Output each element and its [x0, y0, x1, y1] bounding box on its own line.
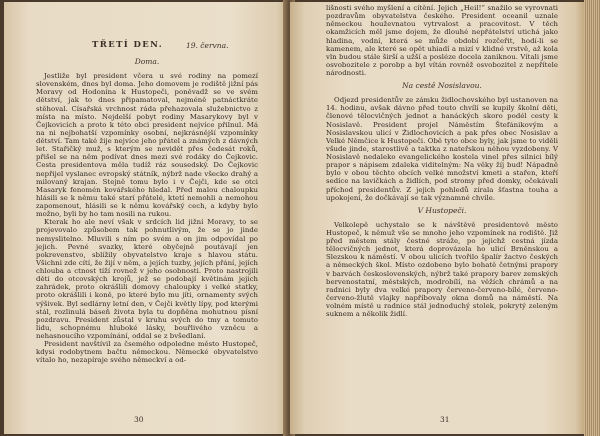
paragraph: Velkolepě uchystalo se k návštěvě presidentově město Hustopeč, k němuž vše se mnoho jeho vzpomínek na rodiště. Již před městem stály čestné stráže, po jejichž cestná jízda tělocvičných jednot, která doprovázela ho ulicí Brněnskou a Slezskou k náměstí. V obou ulicích tvořilo špalír žactvo českých a německých škol. Místo ozdobeno bylo bohatě četnými prapory v barvách československých, nýbrž také prapory barev zemských bervenostatní, městských, modrobílí, na věžích chrámů a na radnici byly dva velké prapory červeno-červeno-bílé, červeno-červeno-žlutě vlajky napříbovaly okna domů na náměstí. Na volném místě u radnice stál jednoduchý stolek, pokrytý zeleným suknem a několik židlí.: [326, 220, 558, 319]
right-page-content: [326, 4, 558, 318]
page-number-right: 31: [440, 415, 450, 424]
section-heading-hustopec: V Hustopeči.: [417, 205, 467, 215]
section-heading-doma: Doma.: [134, 57, 160, 66]
left-page: [4, 2, 288, 434]
paragraph: President navštívil za čsemého odpoledne město Hustopeč, kdysi rodobytnem bačtu německou. Německé obyvatelstvo vítalo ho, nezapíraje svého německví a od-: [36, 340, 258, 365]
day-title: TŘETÍ DEN.: [92, 40, 164, 50]
section-heading-nosislav: Na cestě Nosislavou.: [402, 81, 482, 91]
paragraph: lišnosti svého myšlení a cítění. Jejich „Heil!“ snažilo se vyrovnati pozdravům obyvatelstva českého. President oceanil uznale německou houževnatou vytrvalost a pracovitost. V těch okamžicích měl jsme dojem, že dlouhé nepřátelství utichá jako hladina, vodní, která se může období rozčeřit, hodí-li se kamenem, ale které se opět uhiadí a mizí v klidné vrstvě, až kola vln budou stále širší a užší a posléze docela zaniknou. Vítali jsme osvobozitele z porobp a byl vítán rovněž osvobozitel z nepřítele národnosti.: [326, 4, 558, 77]
paragraph: Kterak ho ale neví však v srdcích lid jižní Moravy, to se projevovalo způsobem tak pohnutlivým, že se jo jinde nemyslitelno. Mluvili s ním po svém a on jim odpovídal po jejich. Pevné svazky, které obyčejně poutávají jen pokrevenstvo, sblížily obyvatelstvo kraje s hlavou státu. Všichni zde cítí, že žijí v něm, a jejích tuzby, jejích přání, jejích chlouba a ctnost tíží rovnež v jeho osobnosti. Proto nastrojili děti do otcovských krojů, jež se podobají květinám jejich zahrádek, proto okrášlili domovy chaloupky i velké statky, proto okrášlili i koně, po které bylo mu jíti, ornamenty svých výšivek. Byl sedlárny letní den, v Čejči květly lípy, pod kterými stál, rozlinulá báseň života byla tu dopňěna mohutnou písní pozdravu. President zůstal v kruhu svých do tmy a tomuto lidu, schopnému hluboké lásky, bouřlivého vzněcu a nehasnoucího vzpomínání, oddal se z bvšedlaní.: [36, 218, 258, 340]
paragraph: Jestliže byl president včera u své rodiny na pomezí slovenském, dnes byl doma. Jeho domovem je rodiště jižní pás Moravy od Hodonína k Hustopeči, poněvadž se ve svém dětství, jak to dnes připamatoval, nejméně patnáctkráte stěhoval. Císařská vrchnost ráda přehazovala služebnictvo z místa na místo. Nejdelší pobyt rodiny Masarykovy byl v Čejkovicích a proto k této obci president nejvíce přilnul. Má na ni nejbohatší vzpomínky osobní, nejkrásnější vzpomínky dětství. Tam také žije nejvíce jeho přátel a známých z dávných let. Stařičký muž, s kterým se nevidět přes čedesát roků, přišel se na něm podívat dnes mezi své rodáky do Čejkovic. Cesta presidentova měla tudíž ráz sousedský. Do Čejkovic nepřijel vyslanec evropský státník, nýbrž nade všecko drahý a milovaný krajan. Stejně tomu bylo i v Čejči, kde se otci Masaryk fenomén kovářského hledal. Před malou chaloupku hlásili se k němu také starí přátelé, ktetí nemohli a nemohou zapomenout, hlásili se k němu kovářský cech, a kdyby bylo možno, byli by ho tam nosili na rukou.: [36, 72, 258, 219]
paragraph: Odjezd presidentův ze zámku židlochovského byl ustanoven na 14. hodinu, avšak dávno před touto chvílí se kupily školní děti, členové tělocvičných jednot a hanáckých skoro podél cesty k Nosislavě. President projel Náměstím Štefánikovým a Nosislavskou ulicí v Židlochovicích a pak přes obec Nosislav a Velké Němčice k Hustopeči. Obě tyto obce byly, jak jsme to viděli všude jinde, starostlivě a taktka z nateřskou něhou vyzdobeny. V Nosislavě nedaleko evangelického kostela vinel přes silnici bílý prapor s nápisem zdaleka viditelným: Na věky žíj bud! Nápadně bylo v obou těchto obcích velké množství kmeti a stařen, kteří sedíce na lavičkách a židlích, pod stromy před domky, očekávali příchod presidentův. Z jejich pohledů zírala šťastna touha a upokojení, že dočkávají se tak významné chvíle.: [326, 96, 558, 202]
day-date: 19. června.: [186, 41, 229, 50]
page-number-left: 30: [134, 415, 144, 424]
page-edges: [584, 0, 600, 436]
day-header: [36, 40, 258, 52]
right-page: [290, 2, 584, 434]
left-page-content: [36, 40, 258, 365]
